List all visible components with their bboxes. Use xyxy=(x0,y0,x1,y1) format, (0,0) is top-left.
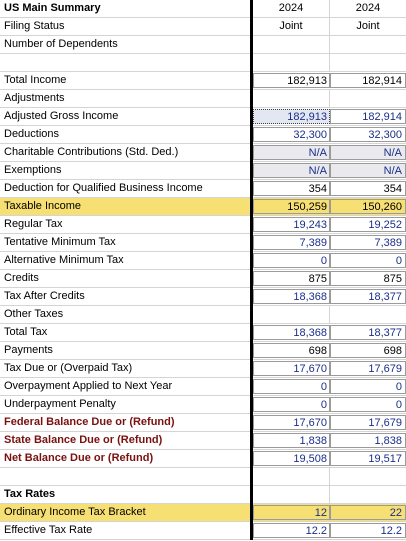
row-label: Exemptions xyxy=(4,164,62,176)
value-col-2[interactable]: 150,260 xyxy=(330,199,406,214)
value-col-2[interactable] xyxy=(330,468,406,485)
row-label: Overpayment Applied to Next Year xyxy=(4,380,173,392)
row-label: Effective Tax Rate xyxy=(4,524,93,536)
row-label: Underpayment Penalty xyxy=(4,398,116,410)
summary-row[interactable] xyxy=(0,234,406,252)
summary-row[interactable] xyxy=(0,378,406,396)
value-col-1[interactable]: N/A xyxy=(253,163,330,178)
value-col-2[interactable]: 19,517 xyxy=(330,451,406,466)
value-col-2[interactable]: 0 xyxy=(330,379,406,394)
row-label: Total Tax xyxy=(4,326,48,338)
summary-row[interactable] xyxy=(0,198,406,216)
value-col-2[interactable]: 17,679 xyxy=(330,361,406,376)
value-col-1[interactable]: 182,913 xyxy=(253,73,330,88)
value-col-2[interactable]: 182,914 xyxy=(330,109,406,124)
row-label: Tax Due or (Overpaid Tax) xyxy=(4,362,133,374)
value-col-1[interactable] xyxy=(253,486,330,503)
value-col-2[interactable]: 12.2 xyxy=(330,523,406,538)
row-label: Number of Dependents xyxy=(4,38,118,50)
row-label: Tax Rates xyxy=(4,488,56,500)
value-col-2[interactable]: 18,377 xyxy=(330,325,406,340)
summary-row[interactable] xyxy=(0,522,406,540)
value-col-2[interactable]: 22 xyxy=(330,505,406,520)
value-col-2[interactable]: 875 xyxy=(330,271,406,286)
row-label: Credits xyxy=(4,272,39,284)
summary-row[interactable] xyxy=(0,18,406,36)
summary-row[interactable] xyxy=(0,468,406,486)
summary-row[interactable] xyxy=(0,486,406,504)
value-col-1[interactable]: 17,670 xyxy=(253,361,330,376)
value-col-2[interactable]: 698 xyxy=(330,343,406,358)
row-label: Regular Tax xyxy=(4,218,63,230)
summary-row[interactable] xyxy=(0,54,406,72)
summary-row[interactable] xyxy=(0,288,406,306)
summary-row[interactable] xyxy=(0,432,406,450)
value-col-1[interactable]: 0 xyxy=(253,253,330,268)
summary-row[interactable] xyxy=(0,144,406,162)
value-col-2[interactable]: 1,838 xyxy=(330,433,406,448)
column-header-2[interactable]: 2024 xyxy=(355,2,381,14)
summary-row[interactable] xyxy=(0,72,406,90)
value-col-1[interactable]: 875 xyxy=(253,271,330,286)
row-label: Ordinary Income Tax Bracket xyxy=(4,506,146,518)
summary-row[interactable] xyxy=(0,108,406,126)
header-row xyxy=(0,0,406,18)
value-col-1[interactable]: 182,913 xyxy=(253,109,330,124)
summary-rows xyxy=(0,18,406,540)
value-col-1[interactable]: 19,243 xyxy=(253,217,330,232)
value-col-1[interactable]: 18,368 xyxy=(253,325,330,340)
value-col-1[interactable]: 7,389 xyxy=(253,235,330,250)
row-label xyxy=(0,54,250,71)
value-col-1[interactable]: 150,259 xyxy=(253,199,330,214)
value-col-1[interactable]: 0 xyxy=(253,397,330,412)
row-label: Adjusted Gross Income xyxy=(4,110,119,122)
value-col-1[interactable] xyxy=(253,36,330,53)
summary-row[interactable] xyxy=(0,360,406,378)
summary-row[interactable] xyxy=(0,324,406,342)
value-col-2[interactable] xyxy=(330,90,406,107)
value-col-2[interactable]: 7,389 xyxy=(330,235,406,250)
value-col-2[interactable]: 17,679 xyxy=(330,415,406,430)
value-col-2[interactable] xyxy=(330,36,406,53)
row-label xyxy=(0,468,250,485)
summary-row[interactable] xyxy=(0,180,406,198)
summary-row[interactable] xyxy=(0,36,406,54)
value-col-2[interactable] xyxy=(330,486,406,503)
value-col-1[interactable]: 12.2 xyxy=(253,523,330,538)
row-label: Net Balance Due or (Refund) xyxy=(4,452,154,464)
summary-row[interactable] xyxy=(0,342,406,360)
value-col-2[interactable] xyxy=(330,54,406,71)
row-label: Charitable Contributions (Std. Ded.) xyxy=(4,146,179,158)
summary-row[interactable] xyxy=(0,126,406,144)
value-col-1[interactable]: 18,368 xyxy=(253,289,330,304)
column-header-1[interactable]: 2024 xyxy=(253,0,330,17)
value-col-2[interactable]: 19,252 xyxy=(330,217,406,232)
row-label: Payments xyxy=(4,344,53,356)
value-col-1[interactable]: 698 xyxy=(253,343,330,358)
row-label: Taxable Income xyxy=(4,200,82,212)
row-label: Adjustments xyxy=(4,92,65,104)
value-col-1[interactable] xyxy=(253,90,330,107)
value-col-2[interactable]: Joint xyxy=(356,20,380,32)
value-col-1[interactable]: Joint xyxy=(253,18,330,35)
value-col-2[interactable]: 354 xyxy=(330,181,406,196)
value-col-1[interactable]: 12 xyxy=(253,505,330,520)
summary-row[interactable] xyxy=(0,450,406,468)
summary-row[interactable] xyxy=(0,396,406,414)
row-label: Tentative Minimum Tax xyxy=(4,236,116,248)
value-col-1[interactable] xyxy=(253,54,330,71)
value-col-1[interactable]: 1,838 xyxy=(253,433,330,448)
value-col-1[interactable]: 17,670 xyxy=(253,415,330,430)
summary-row[interactable] xyxy=(0,306,406,324)
value-col-1[interactable]: N/A xyxy=(253,145,330,160)
row-label: Alternative Minimum Tax xyxy=(4,254,124,266)
summary-row[interactable] xyxy=(0,90,406,108)
row-label: State Balance Due or (Refund) xyxy=(4,434,163,446)
value-col-2[interactable]: N/A xyxy=(330,145,406,160)
row-label: Deduction for Qualified Business Income xyxy=(4,182,203,194)
row-label: Total Income xyxy=(4,74,67,86)
value-col-2[interactable]: 182,914 xyxy=(330,73,406,88)
value-col-2[interactable]: N/A xyxy=(330,163,406,178)
value-col-1[interactable]: 19,508 xyxy=(253,451,330,466)
row-label: Tax After Credits xyxy=(4,290,85,302)
summary-row[interactable] xyxy=(0,216,406,234)
value-col-1[interactable]: 0 xyxy=(253,379,330,394)
summary-row[interactable] xyxy=(0,414,406,432)
summary-row[interactable] xyxy=(0,270,406,288)
summary-row[interactable] xyxy=(0,504,406,522)
value-col-2[interactable]: 0 xyxy=(330,253,406,268)
sheet-title: US Main Summary xyxy=(4,2,101,14)
value-col-2[interactable]: 32,300 xyxy=(330,127,406,142)
value-col-1[interactable] xyxy=(253,306,330,323)
row-label: Federal Balance Due or (Refund) xyxy=(4,416,175,428)
summary-row[interactable] xyxy=(0,162,406,180)
value-col-1[interactable] xyxy=(253,468,330,485)
row-label: Deductions xyxy=(4,128,60,140)
value-col-2[interactable]: 0 xyxy=(330,397,406,412)
row-label: Filing Status xyxy=(4,20,65,32)
row-label: Other Taxes xyxy=(4,308,64,320)
value-col-2[interactable] xyxy=(330,306,406,323)
value-col-1[interactable]: 354 xyxy=(253,181,330,196)
summary-row[interactable] xyxy=(0,252,406,270)
value-col-1[interactable]: 32,300 xyxy=(253,127,330,142)
value-col-2[interactable]: 18,377 xyxy=(330,289,406,304)
